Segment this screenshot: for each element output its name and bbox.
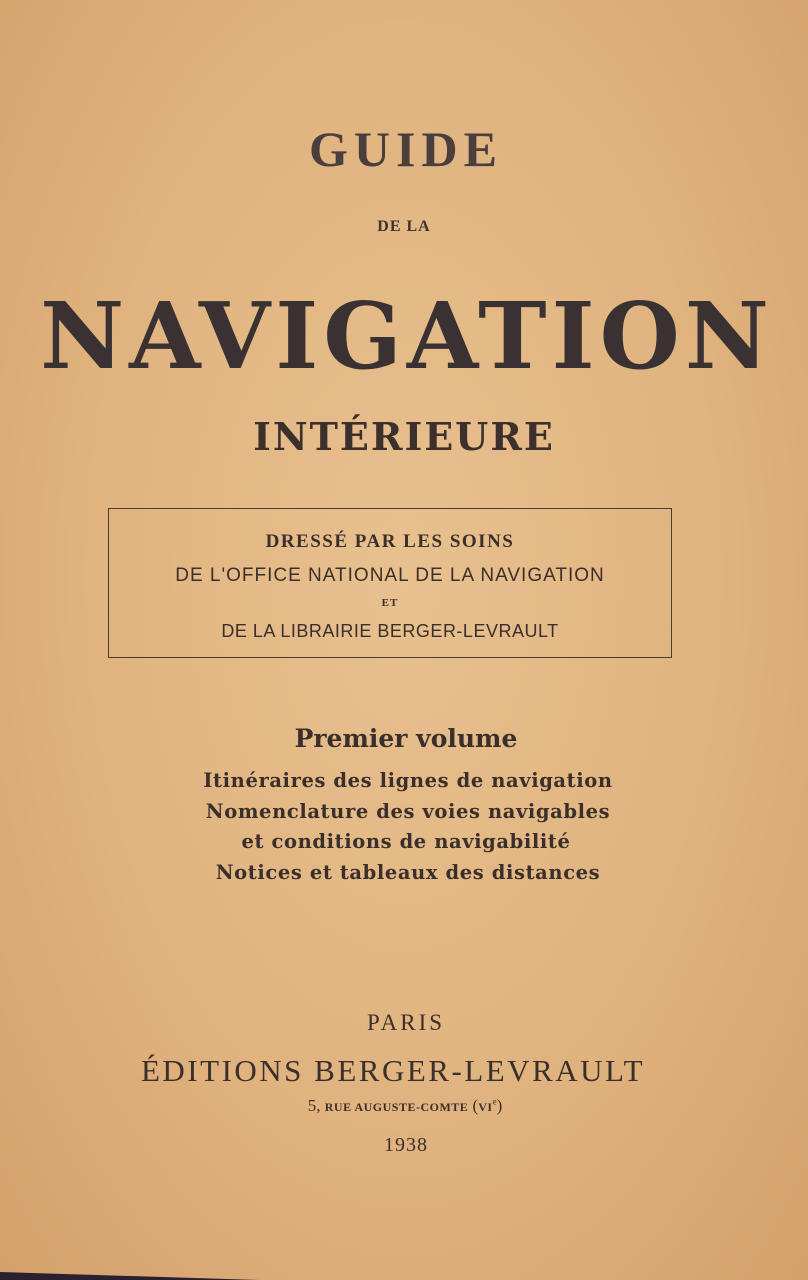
volume-heading: Premier volume bbox=[294, 724, 518, 753]
title-de-la: DE LA bbox=[377, 218, 431, 235]
imprint-year: 1938 bbox=[384, 1134, 428, 1156]
address-street: RUE AUGUSTE-COMTE bbox=[324, 1100, 469, 1114]
imprint-address: 5, RUE AUGUSTE-COMTE (VIe) bbox=[307, 1096, 503, 1115]
imprint-city: PARIS bbox=[366, 1010, 446, 1035]
address-arrondissement: VI bbox=[478, 1100, 493, 1114]
contents-item: et conditions de navigabilité bbox=[241, 830, 571, 853]
credits-line-2: DE L'OFFICE NATIONAL DE LA NAVIGATION bbox=[175, 565, 605, 586]
contents-item: Notices et tableaux des distances bbox=[215, 861, 601, 884]
credits-line-1: DRESSÉ PAR LES SOINS bbox=[265, 531, 515, 552]
title-interieure: INTÉRIEURE bbox=[253, 414, 555, 459]
title-guide: GUIDE bbox=[309, 121, 503, 177]
page-edge-shadow bbox=[0, 1272, 260, 1280]
address-number: 5, bbox=[307, 1096, 321, 1115]
credits-box bbox=[108, 508, 672, 658]
credits-line-3: ET bbox=[381, 597, 399, 609]
contents-item: Nomenclature des voies navigables bbox=[205, 800, 611, 823]
title-navigation: NAVIGATION bbox=[40, 282, 774, 390]
credits-line-4: DE LA LIBRAIRIE BERGER-LEVRAULT bbox=[221, 621, 559, 641]
address-arrondissement-sup: e bbox=[492, 1096, 497, 1107]
imprint-publisher: ÉDITIONS BERGER-LEVRAULT bbox=[140, 1053, 646, 1088]
contents-item: Itinéraires des lignes de navigation bbox=[203, 769, 613, 792]
